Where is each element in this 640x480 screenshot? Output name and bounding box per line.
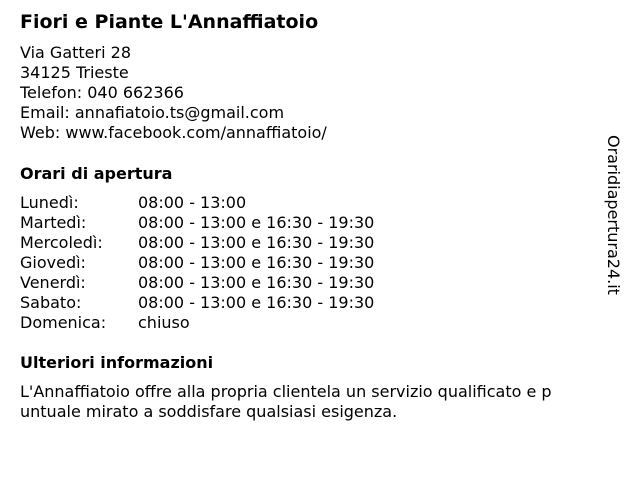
web-line: Web: www.facebook.com/annaffiatoio/ (20, 123, 327, 142)
day-label: Martedì: (20, 213, 87, 232)
day-hours: 08:00 - 13:00 e 16:30 - 19:30 (138, 253, 375, 272)
day-hours: 08:00 - 13:00 (138, 193, 247, 212)
site-watermark: Oraridiapertura24.it (604, 135, 623, 295)
phone-line: Telefon: 040 662366 (20, 83, 184, 102)
hours-row-saturday (20, 293, 600, 313)
day-label: Mercoledì: (20, 233, 103, 252)
email-line: Email: annafiatoio.ts@gmail.com (20, 103, 285, 122)
day-label: Lunedì: (20, 193, 79, 212)
hours-row-tuesday (20, 213, 600, 233)
hours-table (20, 193, 600, 333)
hours-row-friday (20, 273, 600, 293)
business-card (20, 10, 600, 422)
hours-row-wednesday (20, 233, 600, 253)
business-name: Fiori e Piante L'Annaffiatoio (20, 11, 319, 33)
day-label: Giovedì: (20, 253, 86, 272)
info-paragraph: L'Annaffiatoio offre alla propria clientela un servizio qualificato e puntuale mirato a soddisfare qualsiasi esigenza. (20, 382, 552, 421)
day-hours: 08:00 - 13:00 e 16:30 - 19:30 (138, 233, 375, 252)
day-label: Venerdì: (20, 273, 86, 292)
street-address: Via Gatteri 28 (20, 43, 131, 62)
hours-heading: Orari di apertura (20, 164, 173, 183)
day-hours: 08:00 - 13:00 e 16:30 - 19:30 (138, 273, 375, 292)
day-hours: chiuso (138, 313, 190, 332)
hours-row-thursday (20, 253, 600, 273)
contact-block (20, 43, 600, 143)
hours-row-monday (20, 193, 600, 213)
day-label: Sabato: (20, 293, 82, 312)
hours-row-sunday (20, 313, 600, 333)
city-address: 34125 Trieste (20, 63, 129, 82)
day-label: Domenica: (20, 313, 107, 332)
day-hours: 08:00 - 13:00 e 16:30 - 19:30 (138, 213, 375, 232)
day-hours: 08:00 - 13:00 e 16:30 - 19:30 (138, 293, 375, 312)
info-heading: Ulteriori informazioni (20, 353, 214, 372)
